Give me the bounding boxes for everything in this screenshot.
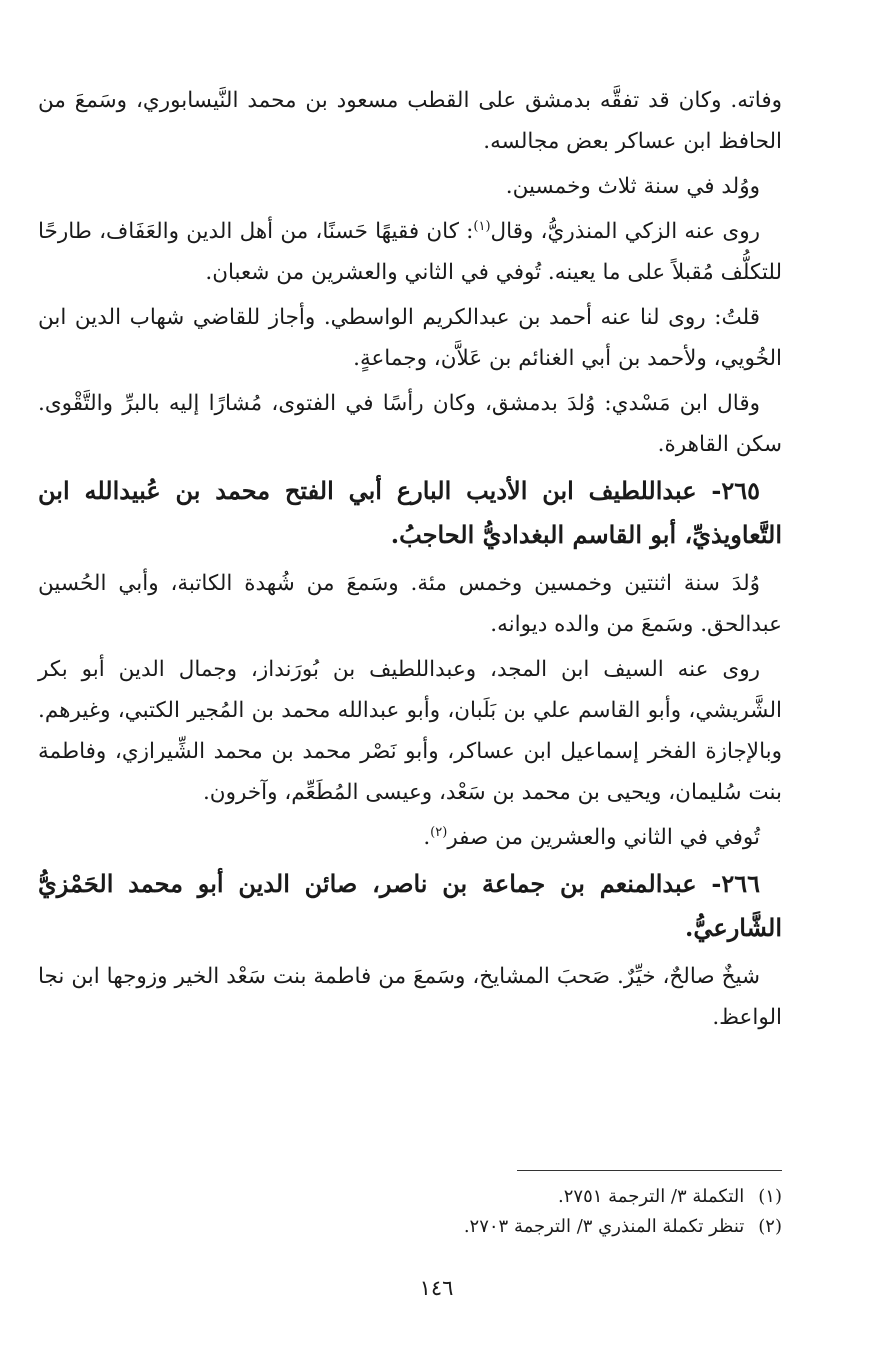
footnote-number: (١) bbox=[758, 1186, 782, 1207]
footnote-2 bbox=[150, 1212, 782, 1242]
paragraph-3-part-a: روى عنه الزكي المنذريُّ، وقال bbox=[490, 219, 760, 244]
paragraph-1: وفاته. وكان قد تفقَّه بدمشق على القطب مسعود بن محمد النَّيسابوري، وسَمعَ من الحافظ ابن عساكر بعض مجالسه. bbox=[38, 88, 782, 154]
footnote-ref-1: (١) bbox=[473, 218, 491, 234]
paragraph-8-part-a: تُوفي في الثاني والعشرين من صفر bbox=[447, 825, 760, 850]
paragraph-8 bbox=[38, 817, 782, 858]
main-text bbox=[38, 80, 782, 1042]
footnote-text: تنظر تكملة المنذري ٣/ الترجمة ٢٧٠٣. bbox=[463, 1216, 745, 1237]
paragraph-9: شيخٌ صالحٌ، خيِّرٌ. صَحبَ المشايخ، وسَمعَ من فاطمة بنت سَعْد الخير وزوجها ابن نجا الواعظ. bbox=[38, 964, 782, 1030]
paragraph-3-part-b: : كان فقيهًا حَسنًا، من أهل الدين والعَفَاف، طارحًا للتكلُّف مُقبلاً على ما يعينه. تُوفي في الثاني والعشرين من شعبان. bbox=[38, 219, 782, 285]
entry-heading-266: ٢٦٦- عبدالمنعم بن جماعة بن ناصر، صائن الدين أبو محمد الحَمْزيُّ الشَّارعيُّ. bbox=[38, 869, 782, 942]
footnotes bbox=[150, 1182, 782, 1242]
paragraph-7: روى عنه السيف ابن المجد، وعبداللطيف بن بُورَنداز، وجمال الدين أبو بكر الشَّريشي، وأبو القاسم علي بن بَلَبان، وأبو عبدالله محمد بن المُجير الكتبي، وغيرهم. وبالإجازة الفخر إسماعيل ابن عساكر، وأبو نَصْر محمد بن محمد الشِّيرازي، وفاطمة بنت سُليمان، ويحيى بن محمد بن سَعْد، وعيسى المُطَعِّم، وآخرون. bbox=[38, 657, 782, 805]
footnote-1 bbox=[150, 1182, 782, 1212]
footnote-ref-2: (٢) bbox=[430, 824, 448, 840]
paragraph-4: قلتُ: روى لنا عنه أحمد بن عبدالكريم الواسطي. وأجاز للقاضي شهاب الدين ابن الخُويي، ولأحمد بن أبي الغنائم بن عَلاَّن، وجماعةٍ. bbox=[38, 305, 782, 371]
paragraph-6: وُلدَ سنة اثنتين وخمسين وخمس مئة. وسَمعَ من شُهدة الكاتبة، وأبي الحُسين عبدالحق. وسَمعَ من والده ديوانه. bbox=[38, 571, 782, 637]
entry-heading-265: ٢٦٥- عبداللطيف ابن الأديب البارع أبي الفتح محمد بن عُبيدالله ابن التَّعاويذيِّ، أبو القاسم البغداديُّ الحاجبُ. bbox=[38, 476, 782, 549]
footnote-text: التكملة ٣/ الترجمة ٢٧٥١. bbox=[558, 1186, 745, 1207]
paragraph-2: ووُلد في سنة ثلاث وخمسين. bbox=[505, 174, 760, 199]
footnote-divider bbox=[517, 1170, 782, 1171]
paragraph-5: وقال ابن مَسْدي: وُلدَ بدمشق، وكان رأسًا في الفتوى، مُشارًا إليه بالبرِّ والتَّقْوى. سكن القاهرة. bbox=[38, 391, 782, 457]
paragraph-3 bbox=[38, 211, 782, 293]
page-number: ١٤٦ bbox=[419, 1276, 454, 1300]
footnote-number: (٢) bbox=[758, 1216, 782, 1237]
paragraph-8-part-b: . bbox=[423, 825, 431, 850]
